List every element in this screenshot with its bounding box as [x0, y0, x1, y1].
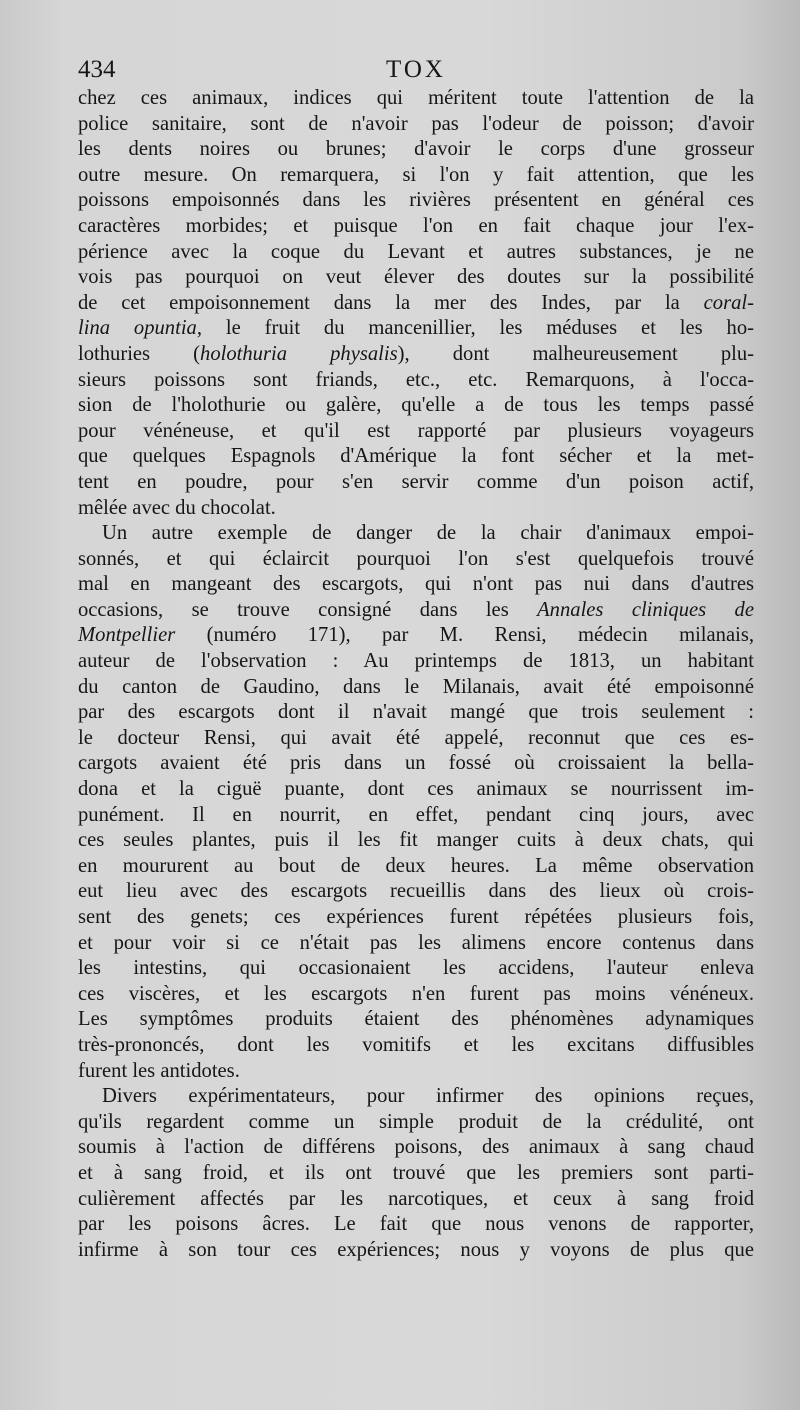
text-run: lothuries (	[78, 342, 201, 365]
text-run: Divers expérimentateurs, pour infirmer des opinions reçues,	[102, 1085, 754, 1108]
text-run: sieurs poissons sont friands, etc., etc. Remarquons, à l'occa-	[78, 368, 754, 391]
text-line	[78, 1161, 754, 1187]
text-run: que quelques Espagnols d'Amérique la font sécher et la met-	[78, 445, 754, 468]
page-number: 434	[78, 56, 116, 83]
text-line	[78, 879, 754, 905]
text-line	[78, 623, 754, 649]
text-line	[78, 1238, 754, 1264]
text-line	[78, 1212, 754, 1238]
text-run: soumis à l'action de différens poisons, des animaux à sang chaud	[78, 1136, 754, 1159]
text-run: cargots avaient été pris dans un fossé où croissaient la bella-	[78, 752, 754, 775]
text-run: Les symptômes produits étaient des phénomènes adynamiques	[78, 1008, 754, 1031]
text-line	[78, 572, 754, 598]
text-run: poissons empoisonnés dans les rivières présentent en général ces	[78, 189, 754, 212]
text-line	[78, 444, 754, 470]
text-run: Un autre exemple de danger de la chair d'animaux empoi-	[102, 522, 754, 545]
text-run: et pour voir si ce n'était pas les alimens encore contenus dans	[78, 931, 754, 954]
text-line	[78, 700, 754, 726]
italic-text: coral-	[703, 291, 754, 314]
italic-text: Annales cliniques de	[537, 598, 754, 621]
text-line	[78, 854, 754, 880]
running-head: TOX	[386, 56, 446, 83]
text-line	[78, 291, 754, 317]
text-line	[78, 393, 754, 419]
text-run: vois pas pourquoi on veut élever des doutes sur la possibilité	[78, 266, 754, 289]
text-run: infirme à son tour ces expériences; nous y voyons de plus que	[78, 1238, 754, 1261]
text-run: eut lieu avec des escargots recueillis dans des lieux où crois-	[78, 880, 754, 903]
text-line	[78, 419, 754, 445]
text-line	[78, 751, 754, 777]
body-text	[78, 86, 754, 1263]
text-run: ces viscères, et les escargots n'en furent pas moins vénéneux.	[78, 982, 754, 1005]
text-line	[78, 521, 754, 547]
text-line	[78, 649, 754, 675]
text-run: outre mesure. On remarquera, si l'on y fait attention, que les	[78, 163, 754, 186]
text-run: les dents noires ou brunes; d'avoir le corps d'une grosseur	[78, 138, 754, 161]
text-run: (numéro 171), par M. Rensi, médecin milanais,	[175, 624, 754, 647]
text-line	[78, 240, 754, 266]
italic-text: holothuria physalis	[200, 342, 398, 365]
text-line	[78, 1059, 754, 1085]
text-run: , le fruit du mancenillier, les méduses et les ho-	[196, 317, 754, 340]
text-run: qu'ils regardent comme un simple produit de la crédulité, ont	[78, 1110, 754, 1133]
text-run: de cet empoisonnement dans la mer des Indes, par la	[78, 291, 704, 314]
text-line	[78, 675, 754, 701]
text-run: furent les antidotes.	[78, 1059, 240, 1082]
text-run: dona et la ciguë puante, dont ces animaux se nourrissent im-	[78, 778, 754, 801]
text-line	[78, 163, 754, 189]
text-run: sion de l'holothurie ou galère, qu'elle a de tous les temps passé	[78, 394, 754, 417]
text-line	[78, 982, 754, 1008]
text-line	[78, 137, 754, 163]
text-run: par des escargots dont il n'avait mangé que trois seulement :	[78, 701, 754, 724]
text-line	[78, 368, 754, 394]
text-line	[78, 214, 754, 240]
text-run: auteur de l'observation : Au printemps de 1813, un habitant	[78, 650, 754, 673]
text-run: sent des genets; ces expériences furent répétées plusieurs fois,	[78, 906, 754, 928]
text-run: par les poisons âcres. Le fait que nous venons de rapporter,	[78, 1213, 754, 1236]
text-line	[78, 86, 754, 112]
text-line	[78, 112, 754, 138]
text-line	[78, 1135, 754, 1161]
text-run: très-prononcés, dont les vomitifs et les excitans diffusibles	[78, 1033, 754, 1056]
text-line	[78, 828, 754, 854]
text-run: caractères morbides; et puisque l'on en fait chaque jour l'ex-	[78, 214, 754, 237]
text-line	[78, 496, 754, 522]
text-line	[78, 931, 754, 957]
text-run: police sanitaire, sont de n'avoir pas l'odeur de poisson; d'avoir	[78, 112, 754, 135]
text-line	[78, 1110, 754, 1136]
text-line	[78, 803, 754, 829]
text-run: le docteur Rensi, qui avait été appelé, reconnut que ces es-	[78, 726, 754, 749]
text-line	[78, 1187, 754, 1213]
text-line	[78, 470, 754, 496]
text-run: mal en mangeant des escargots, qui n'ont pas nui dans d'autres	[78, 573, 754, 596]
text-line	[78, 1084, 754, 1110]
text-run: les intestins, qui occasionaient les accidens, l'auteur enleva	[78, 957, 754, 980]
text-line	[78, 1033, 754, 1059]
text-run: mêlée avec du chocolat.	[78, 496, 276, 519]
text-line	[78, 905, 754, 931]
text-run: tent en poudre, pour s'en servir comme d'un poison actif,	[78, 470, 754, 493]
text-run: ces seules plantes, puis il les fit manger cuits à deux chats, qui	[78, 829, 754, 852]
text-run: ), dont malheureusement plu-	[397, 342, 754, 365]
text-run: sonnés, et qui éclaircit pourquoi l'on s'est quelquefois trouvé	[78, 547, 754, 570]
text-run: du canton de Gaudino, dans le Milanais, avait été empoisonné	[78, 675, 754, 698]
text-line	[78, 956, 754, 982]
text-run: en moururent au bout de deux heures. La même observation	[78, 854, 754, 877]
text-line	[78, 188, 754, 214]
italic-text: Montpellier	[78, 624, 176, 647]
text-run: culièrement affectés par les narcotiques, et ceux à sang froid	[78, 1187, 754, 1210]
text-line	[78, 316, 754, 342]
text-line	[78, 726, 754, 752]
text-line	[78, 547, 754, 573]
text-line	[78, 598, 754, 624]
text-line	[78, 1007, 754, 1033]
text-run: punément. Il en nourrit, en effet, pendant cinq jours, avec	[78, 803, 754, 826]
text-line	[78, 777, 754, 803]
text-run: occasions, se trouve consigné dans les	[78, 598, 538, 621]
text-run: chez ces animaux, indices qui méritent toute l'attention de la	[78, 87, 754, 109]
text-line	[78, 265, 754, 291]
italic-text: lina opuntia	[78, 317, 197, 340]
text-run: et à sang froid, et ils ont trouvé que les premiers sont parti-	[78, 1161, 754, 1184]
text-line	[78, 342, 754, 368]
text-run: pour vénéneuse, et qu'il est rapporté par plusieurs voyageurs	[78, 419, 754, 442]
text-run: périence avec la coque du Levant et autres substances, je ne	[78, 240, 754, 263]
